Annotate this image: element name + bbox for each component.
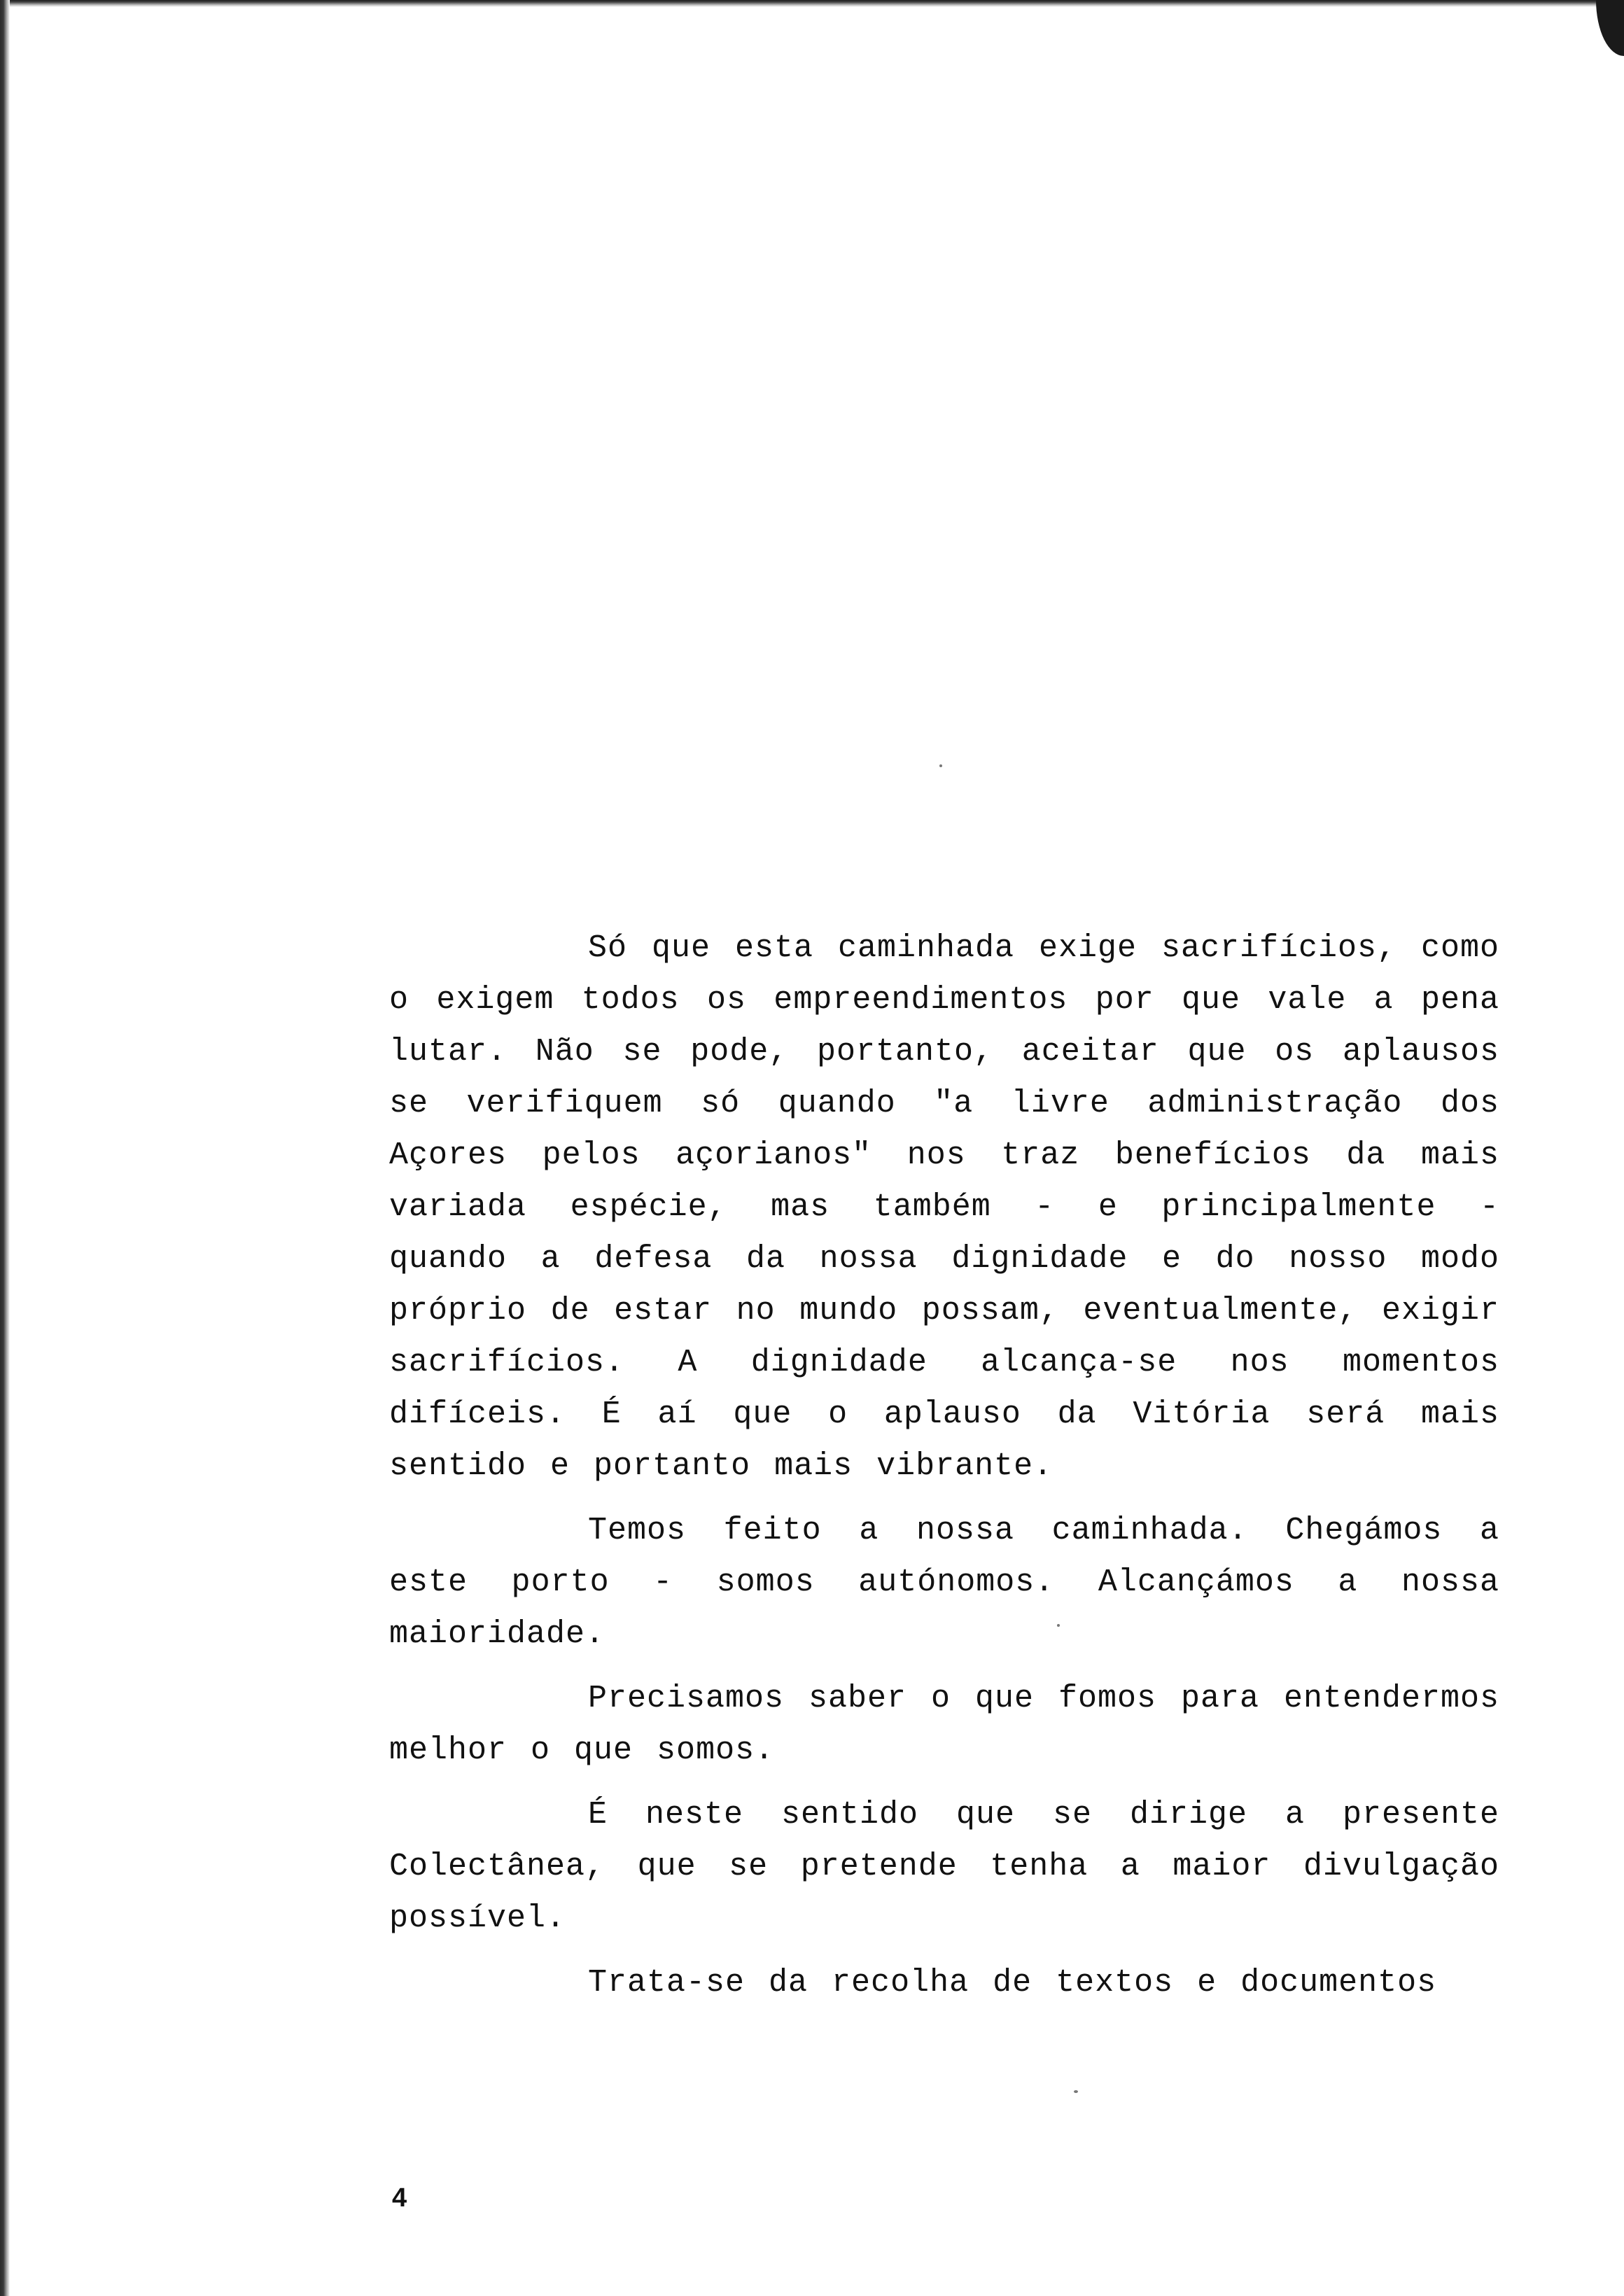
scan-corner-shadow [1596,0,1624,56]
scan-speck [1074,2090,1078,2093]
paragraph-sacrificios: Só que esta caminhada exige sacrifícios, como o exigem todos os empreendimentos por que vale a pena lutar. Não se pode, portanto, aceitar que os aplausos se verifiquem só quando "a livre administração dos Açores pelos açorianos" nos traz benefícios da mais variada espécie, mas também - e principalmente - quando a defesa da nossa dignidade e do nosso modo próprio de estar no mundo possam, eventualmente, exigir sacrifícios. A dignidade alcança-se nos momentos difíceis. É aí que o aplauso da Vitória será mais sentido e portanto mais vibrante. [389,930,1499,1484]
scan-top-edge [0,0,1624,7]
scan-speck [939,764,942,767]
paragraph-recolha: Trata-se da recolha de textos e documentos [588,1965,1437,2001]
paragraph-precisamos: Precisamos saber o que fomos para entendermos melhor o que somos. [389,1681,1499,1768]
document-body [389,923,1499,2009]
scan-left-edge [0,0,10,2296]
paragraph-colectanea: É neste sentido que se dirige a presente Colectânea, que se pretende tenha a maior divulgação possível. [389,1797,1499,1936]
page-number: 4 [392,2183,407,2213]
paragraph-caminhada: Temos feito a nossa caminhada. Chegámos a este porto - somos autónomos. Alcançámos a nossa maioridade. [389,1513,1499,1652]
